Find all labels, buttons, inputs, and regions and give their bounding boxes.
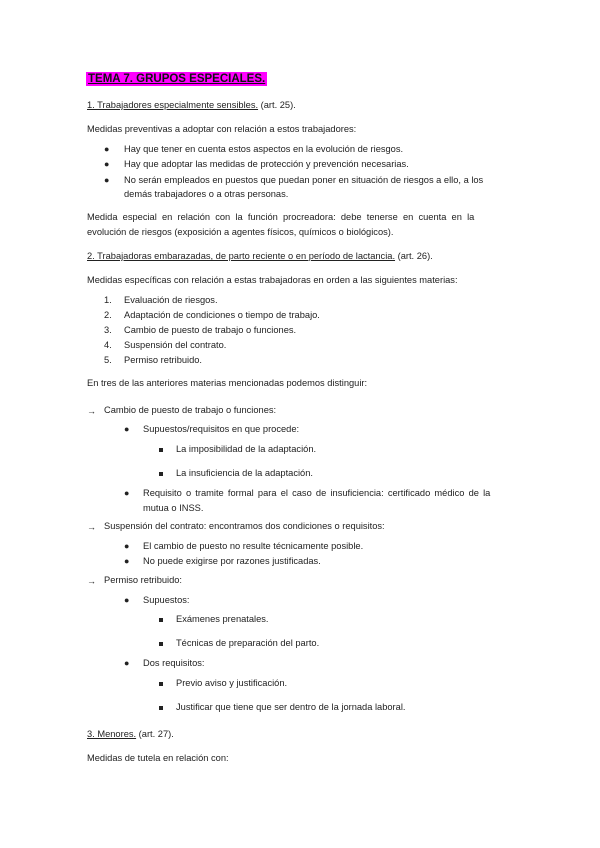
a1-sub1-a: La imposibilidad de la adaptación. bbox=[176, 444, 317, 454]
arrow-icon: → bbox=[87, 522, 96, 532]
arrow-icon: → bbox=[87, 576, 96, 586]
list-number: 3. bbox=[104, 325, 112, 335]
a2-text: Suspensión del contrato: encontramos dos condiciones o requisitos: bbox=[104, 521, 385, 531]
s2-distinguish: En tres de las anteriores materias mencionadas podemos distinguir: bbox=[87, 378, 368, 388]
section-2-ref: (art. 26). bbox=[395, 251, 433, 261]
a3-sub1-b: Técnicas de preparación del parto. bbox=[176, 638, 320, 648]
bullet-dot: ● bbox=[104, 144, 110, 154]
bullet-dot: ● bbox=[124, 424, 130, 434]
section-1-intro: Medidas preventivas a adoptar con relación a estos trabajadores: bbox=[87, 124, 357, 134]
section-2-heading: 2. Trabajadoras embarazadas, de parto reciente o en período de lactancia. bbox=[87, 251, 396, 261]
list-item: Suspensión del contrato. bbox=[124, 340, 227, 350]
bullet-dot: ● bbox=[124, 541, 130, 551]
section-2-heading-line bbox=[87, 251, 433, 261]
a1-sub2-line-1: Requisito o tramite formal para el caso de insuficiencia: certificado médico de la bbox=[143, 488, 491, 498]
s1-bullet-1: Hay que tener en cuenta estos aspectos en la evolución de riesgos. bbox=[124, 144, 404, 154]
arrow-icon: → bbox=[87, 406, 96, 416]
square-bullet-icon bbox=[159, 682, 163, 686]
a1-sub2-line-2: mutua o INSS. bbox=[143, 503, 204, 513]
a3-sub1: Supuestos: bbox=[143, 595, 190, 605]
a3-text: Permiso retribuido: bbox=[104, 575, 183, 585]
bullet-dot: ● bbox=[124, 488, 130, 498]
square-bullet-icon bbox=[159, 642, 163, 646]
bullet-dot: ● bbox=[104, 159, 110, 169]
list-item: Cambio de puesto de trabajo o funciones. bbox=[124, 325, 297, 335]
s1-bullet-3a: No serán empleados en puestos que puedan poner en situación de riesgos a ello, a los bbox=[124, 175, 484, 185]
square-bullet-icon bbox=[159, 706, 163, 710]
bullet-dot: ● bbox=[104, 175, 110, 185]
s1-bullet-3b: demás trabajadores o a otras personas. bbox=[124, 189, 289, 199]
a2-bullet-1: El cambio de puesto no resulte técnicamente posible. bbox=[143, 541, 364, 551]
section-1-heading: 1. Trabajadores especialmente sensibles. bbox=[87, 100, 259, 110]
list-item: Adaptación de condiciones o tiempo de trabajo. bbox=[124, 310, 320, 320]
a2-bullet-2: No puede exigirse por razones justificadas. bbox=[143, 556, 321, 566]
bullet-dot: ● bbox=[124, 556, 130, 566]
a3-sub2: Dos requisitos: bbox=[143, 658, 205, 668]
bullet-dot: ● bbox=[124, 595, 130, 605]
a3-sub1-a: Exámenes prenatales. bbox=[176, 614, 269, 624]
square-bullet-icon bbox=[159, 618, 163, 622]
section-2-intro: Medidas específicas con relación a estas trabajadoras en orden a las siguientes materias: bbox=[87, 275, 458, 285]
list-item: Evaluación de riesgos. bbox=[124, 295, 218, 305]
square-bullet-icon bbox=[159, 448, 163, 452]
section-3-heading: 3. Menores. bbox=[87, 729, 137, 739]
s1-special-line-2: evolución de riesgos (exposición a agentes físicos, químicos o biológicos). bbox=[87, 227, 394, 237]
a1-sub1: Supuestos/requisitos en que procede: bbox=[143, 424, 300, 434]
s1-bullet-2: Hay que adoptar las medidas de protección y prevención necesarias. bbox=[124, 159, 409, 169]
list-number: 1. bbox=[104, 295, 112, 305]
list-number: 4. bbox=[104, 340, 112, 350]
page-title: TEMA 7. GRUPOS ESPECIALES. bbox=[88, 73, 266, 85]
s1-special-line-1: Medida especial en relación con la función procreadora: debe tenerse en cuenta en la bbox=[87, 212, 475, 222]
bullet-dot: ● bbox=[124, 658, 130, 668]
section-1-ref: (art. 25). bbox=[258, 100, 296, 110]
section-3-ref: (art. 27). bbox=[136, 729, 174, 739]
list-item: Permiso retribuido. bbox=[124, 355, 203, 365]
list-number: 2. bbox=[104, 310, 112, 320]
a3-sub2-a: Previo aviso y justificación. bbox=[176, 678, 288, 688]
section-1-heading-line bbox=[87, 100, 296, 110]
a3-sub2-b: Justificar que tiene que ser dentro de la jornada laboral. bbox=[176, 702, 406, 712]
square-bullet-icon bbox=[159, 472, 163, 476]
a1-sub1-b: La insuficiencia de la adaptación. bbox=[176, 468, 313, 478]
section-3-heading-line bbox=[87, 729, 174, 739]
section-3-intro: Medidas de tutela en relación con: bbox=[87, 753, 229, 763]
a1-text: Cambio de puesto de trabajo o funciones: bbox=[104, 405, 277, 415]
list-number: 5. bbox=[104, 355, 112, 365]
